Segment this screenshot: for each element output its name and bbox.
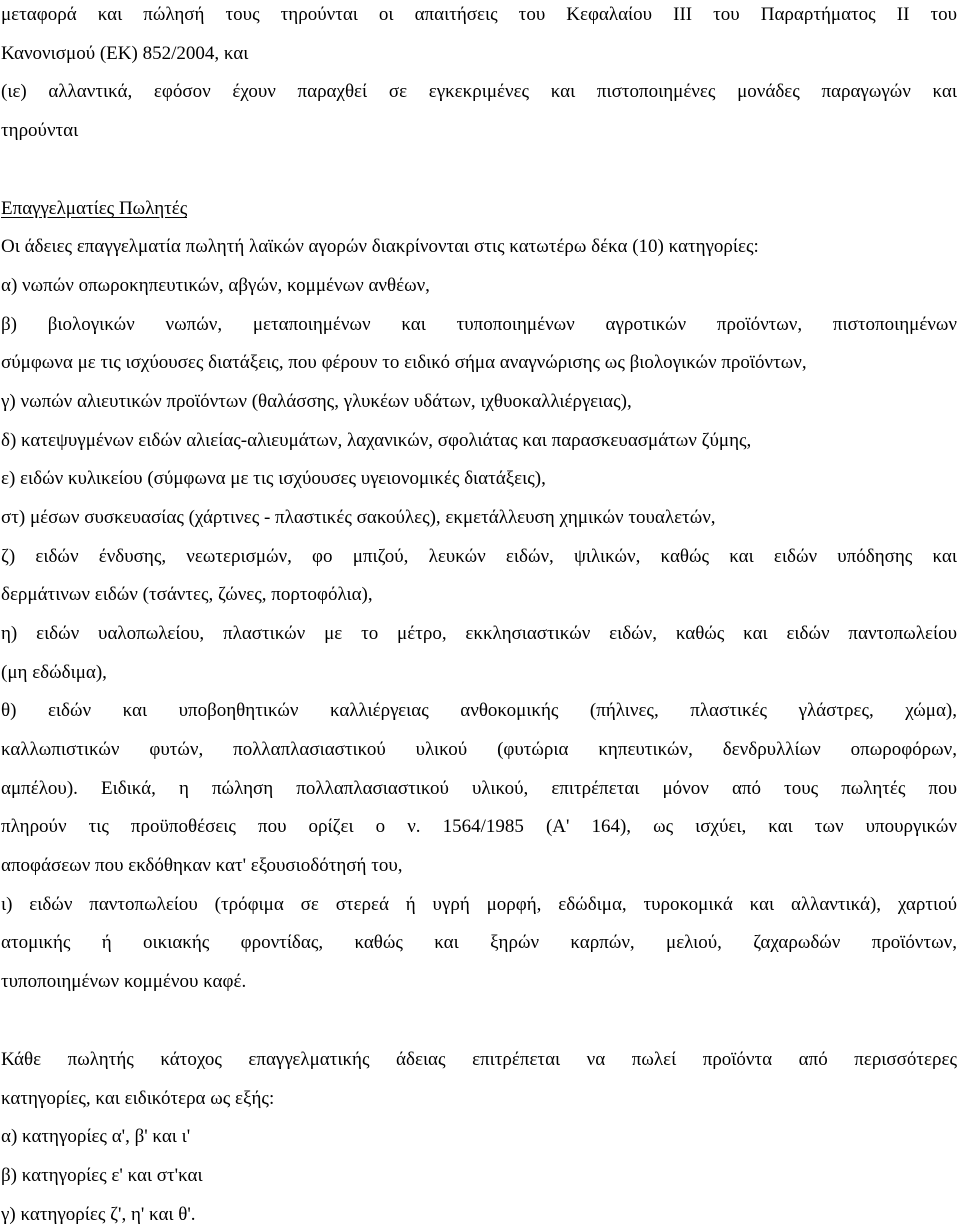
category-z-line-2: δερμάτινων ειδών (τσάντες, ζώνες, πορτοφόλια),	[1, 584, 373, 605]
category-h-line-1: η) ειδών υαλοπωλείου, πλαστικών με το μέτρο, εκκλησιαστικών ειδών, καθώς και ειδών παντοπωλείου	[1, 623, 957, 644]
section-intro: Οι άδειες επαγγελματία πωλητή λαϊκών αγορών διακρίνονται στις κατωτέρω δέκα (10) κατηγορίες:	[1, 236, 759, 257]
category-st: στ) μέσων συσκευασίας (χάρτινες - πλαστικές σακούλες), εκμετάλλευση χημικών τουαλετών,	[1, 507, 716, 528]
category-th-line-5: αποφάσεων που εκδόθηκαν κατ' εξουσιοδότησή του,	[1, 855, 403, 876]
category-i-line-2: ατομικής ή οικιακής φροντίδας, καθώς και ξηρών καρπών, μελιού, ζαχαρωδών προϊόντων,	[1, 932, 957, 953]
closing-paragraph-line-1: Κάθε πωλητής κάτοχος επαγγελματικής άδειας επιτρέπεται να πωλεί προϊόντα από περισσότερες	[1, 1049, 957, 1070]
category-th-line-1: θ) ειδών και υποβοηθητικών καλλιέργειας ανθοκομικής (πήλινες, πλαστικές γλάστρες, χώμα),	[1, 700, 957, 721]
closing-paragraph-line-2: κατηγορίες, και ειδικότερα ως εξής:	[1, 1088, 275, 1109]
category-e: ε) ειδών κυλικείου (σύμφωνα με τις ισχύουσες υγειονομικές διατάξεις),	[1, 468, 546, 489]
category-d: δ) κατεψυγμένων ειδών αλιείας-αλιευμάτων, λαχανικών, σφολιάτας και παρασκευασμάτων ζύμης,	[1, 430, 752, 451]
category-a: α) νωπών οπωροκηπευτικών, αβγών, κομμένων ανθέων,	[1, 275, 430, 296]
category-b-line-2: σύμφωνα με τις ισχύουσες διατάξεις, που φέρουν το ειδικό σήμα αναγνώρισης ως βιολογικών προϊόντων,	[1, 352, 807, 373]
category-i-line-1: ι) ειδών παντοπωλείου (τρόφιμα σε στερεά ή υγρή μορφή, εδώδιμα, τυροκομικά και αλλαντικά), χαρτιού	[1, 894, 957, 915]
intro-line-4: τηρούνται	[1, 120, 79, 141]
combination-b: β) κατηγορίες ε' και στ'και	[1, 1165, 203, 1186]
intro-line-2: Κανονισμού (ΕΚ) 852/2004, και	[1, 43, 249, 64]
category-th-line-3: αμπέλου). Ειδικά, η πώληση πολλαπλασιαστικού υλικού, επιτρέπεται μόνον από τους πωλητές που	[1, 778, 957, 799]
category-g: γ) νωπών αλιευτικών προϊόντων (θαλάσσης, γλυκέων υδάτων, ιχθυοκαλλιέργειας),	[1, 391, 632, 412]
category-h-line-2: (μη εδώδιμα),	[1, 662, 107, 683]
category-z-line-1: ζ) ειδών ένδυσης, νεωτερισμών, φο μπιζού, λευκών ειδών, ψιλικών, καθώς και ειδών υπόδησης και	[1, 546, 957, 567]
combination-a: α) κατηγορίες α', β' και ι'	[1, 1126, 191, 1147]
category-i-line-3: τυποποιημένων κομμένου καφέ.	[1, 971, 247, 992]
category-b-line-1: β) βιολογικών νωπών, μεταποιημένων και τυποποιημένων αγροτικών προϊόντων, πιστοποιημένων	[1, 314, 957, 335]
section-heading: Επαγγελματίες Πωλητές	[1, 198, 188, 219]
intro-line-3: (ιε) αλλαντικά, εφόσον έχουν παραχθεί σε εγκεκριμένες και πιστοποιημένες μονάδες παραγωγών και	[1, 81, 957, 102]
combination-g: γ) κατηγορίες ζ', η' και θ'.	[1, 1204, 196, 1225]
category-th-line-4: πληρούν τις προϋποθέσεις που ορίζει ο ν. 1564/1985 (Α' 164), ως ισχύει, και των υπουργικών	[1, 816, 957, 837]
category-th-line-2: καλλωπιστικών φυτών, πολλαπλασιαστικού υλικού (φυτώρια κηπευτικών, δενδρυλλίων οπωροφόρων,	[1, 739, 957, 760]
intro-line-1: μεταφορά και πώλησή τους τηρούνται οι απαιτήσεις του Κεφαλαίου ΙΙΙ του Παραρτήματος ΙΙ του	[1, 4, 957, 25]
